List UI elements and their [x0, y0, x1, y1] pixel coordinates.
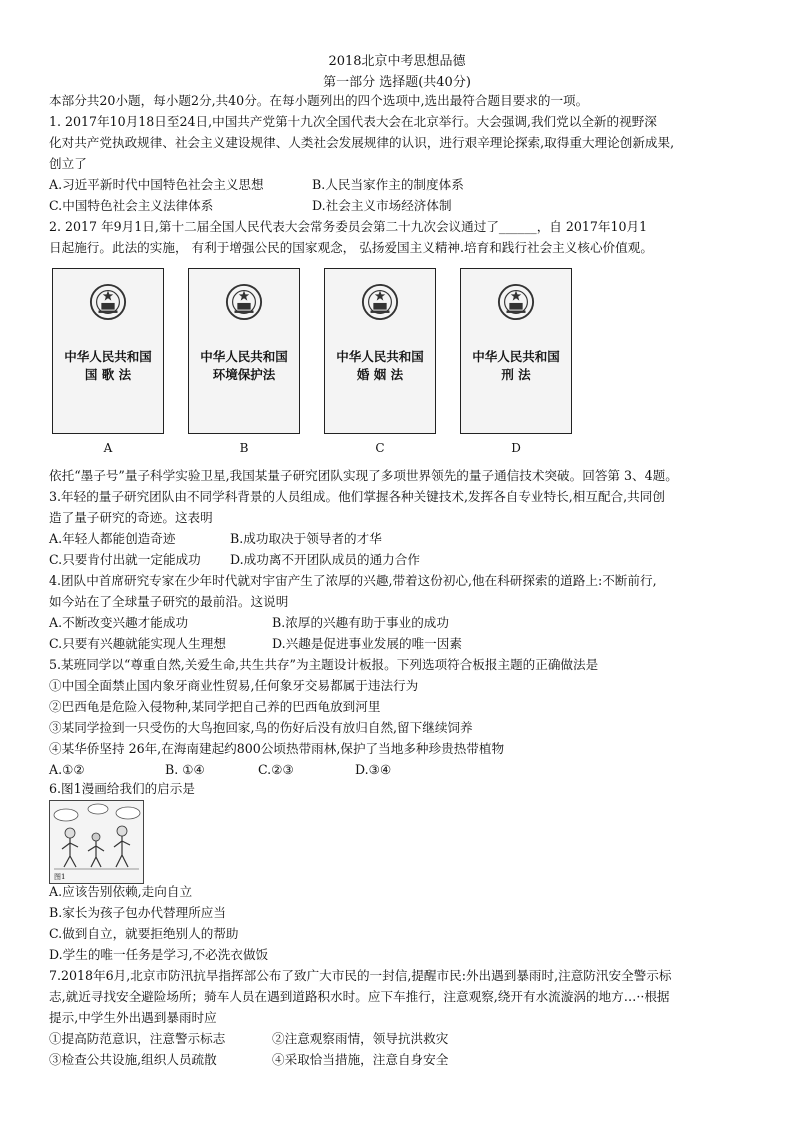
law-book-a: [52, 268, 164, 434]
q7-item-3: ③检查公共设施,组织人员疏散: [49, 1052, 217, 1067]
q3-stem-line1: 3.年轻的量子研究团队由不同学科背景的人员组成。他们掌握各种关键技术,发挥各自专业特长,相互配合,共同创: [49, 489, 665, 504]
q5-option-a: A.①②: [49, 762, 85, 777]
q4-stem-line1: 4.团队中首席研究专家在少年时代就对宇宙产生了浓厚的兴趣,带着这份初心,他在科研探索的道路上:不断前行,: [49, 573, 657, 588]
q6-option-c: C.做到自立，就要拒绝别人的帮助: [49, 926, 239, 941]
q6-option-a: A.应该告别依赖,走向自立: [49, 884, 193, 899]
q7-item-1: ①提高防范意识，注意警示标志: [49, 1031, 226, 1046]
q3-option-d: D.成功离不开团队成员的通力合作: [230, 552, 420, 567]
book-c-line1: 中华人民共和国: [336, 349, 424, 364]
q7-stem-line1: 7.2018年6月,北京市防汛抗旱指挥部公布了致广大市民的一封信,提醒市民:外出遇到暴雨时,注意防汛安全警示标: [49, 968, 672, 983]
q5-option-b: B. ①④: [165, 762, 205, 777]
q1-stem-line3: 创立了: [49, 156, 87, 171]
national-emblem-icon: [225, 283, 263, 321]
q2-stem-line1: 2. 2017 年9月1日,第十二届全国人民代表大会常务委员会第二十九次会议通过了______，自 2017年10月1: [49, 219, 648, 234]
q2-stem-line2: 日起施行。此法的实施， 有利于增强公民的国家观念， 弘扬爱国主义精神.培育和践行社会主义核心价值观。: [49, 240, 653, 255]
q5-stem: 5.某班同学以“尊重自然,关爱生命,共生共存”为主题设计板报。下列选项符合板报主题的正确做法是: [49, 657, 599, 672]
q3-option-b: B.成功取决于领导者的才华: [230, 531, 382, 546]
q3-option-a: A.年轻人都能创造奇迹: [49, 531, 176, 546]
book-a-line1: 中华人民共和国: [64, 349, 152, 364]
q4-option-b: B.浓厚的兴趣有助于事业的成功: [272, 615, 449, 630]
book-b-line2: 环境保护法: [212, 367, 276, 382]
q1-option-b: B.人民当家作主的制度体系: [312, 177, 464, 192]
q7-stem-line2: 志,就近寻找安全避险场所；骑车人员在遇到道路积水时。应下车推行，注意观察,绕开有水流漩涡的地方…··根据: [49, 989, 670, 1004]
q5-item-3: ③某同学捡到一只受伤的大鸟抱回家,鸟的伤好后没有放归自然,留下继续饲养: [49, 720, 473, 735]
q3-4-intro: 依托“墨子号”量子科学实验卫星,我国某量子研究团队实现了多项世界领先的量子通信技术突破。回答第 3、4题。: [49, 468, 678, 483]
book-c-line2: 婚 姻 法: [356, 367, 404, 382]
book-d-line2: 刑 法: [501, 367, 531, 382]
q4-option-c: C.只要有兴趣就能实现人生理想: [49, 636, 226, 651]
law-book-b: [188, 268, 300, 434]
cartoon-image: [50, 801, 143, 883]
q1-option-c: C.中国特色社会主义法律体系: [49, 198, 214, 213]
q7-item-4: ④采取恰当措施，注意自身安全: [272, 1052, 449, 1067]
q5-item-2: ②巴西龟是危险入侵物种,某同学把自己养的巴西龟放到河里: [49, 699, 381, 714]
q4-stem-line2: 如今站在了全球量子研究的最前沿。这说明: [49, 594, 289, 609]
book-c-label: C: [375, 441, 385, 455]
book-b-label: B: [239, 441, 249, 455]
q4-option-a: A.不断改变兴趣才能成功: [49, 615, 189, 630]
instructions: 本部分共20小题，每小题2分,共40分。在每小题列出的四个选项中,选出最符合题目要求的一项。: [49, 93, 589, 108]
book-a-line2: 国 歌 法: [84, 367, 132, 382]
q1-option-d: D.社会主义市场经济体制: [312, 198, 452, 213]
q1-stem-line2: 化对共产党执政规律、社会主义建设规律、人类社会发展规律的认识，进行艰辛理论探索,取得重大理论创新成果,: [49, 135, 675, 150]
q5-item-1: ①中国全面禁止国内象牙商业性贸易,任何象牙交易都属于违法行为: [49, 678, 419, 693]
q1-stem-line1: 1. 2017年10月18日至24日,中国共产党第十九次全国代表大会在北京举行。大会强调,我们党以全新的视野深: [49, 114, 657, 129]
q6-option-b: B.家长为孩子包办代替理所应当: [49, 905, 226, 920]
national-emblem-icon: [497, 283, 535, 321]
q3-stem-line2: 造了量子研究的奇迹。这表明: [49, 510, 213, 525]
q6-stem: 6.图1漫画给我们的启示是: [49, 781, 195, 796]
book-d-line1: 中华人民共和国: [472, 349, 560, 364]
q6-option-d: D.学生的唯一任务是学习,不必洗衣做饭: [49, 947, 269, 962]
q5-item-4: ④某华侨坚持 26年,在海南建起约800公顷热带雨林,保护了当地多种珍贵热带植物: [49, 741, 505, 756]
q7-stem-line3: 提示,中学生外出遇到暴雨时应: [49, 1010, 217, 1025]
q5-option-c: C.②③: [258, 762, 294, 777]
q3-option-c: C.只要肯付出就一定能成功: [49, 552, 201, 567]
book-b-line1: 中华人民共和国: [200, 349, 288, 364]
national-emblem-icon: [89, 283, 127, 321]
section-title: 第一部分 选择题(共40分): [323, 75, 471, 90]
q7-item-2: ②注意观察雨情，领导抗洪救灾: [272, 1031, 449, 1046]
q4-option-d: D.兴趣是促进事业发展的唯一因素: [272, 636, 462, 651]
book-a-label: A: [103, 441, 113, 455]
q5-option-d: D.③④: [355, 762, 392, 777]
comic-figure-1: [49, 800, 144, 884]
comic-caption: 图1: [54, 873, 66, 881]
book-d-label: D: [511, 441, 521, 455]
law-book-d: [460, 268, 572, 434]
exam-title: 2018北京中考思想品德: [328, 54, 466, 69]
law-book-c: [324, 268, 436, 434]
national-emblem-icon: [361, 283, 399, 321]
q1-option-a: A.习近平新时代中国特色社会主义思想: [49, 177, 264, 192]
